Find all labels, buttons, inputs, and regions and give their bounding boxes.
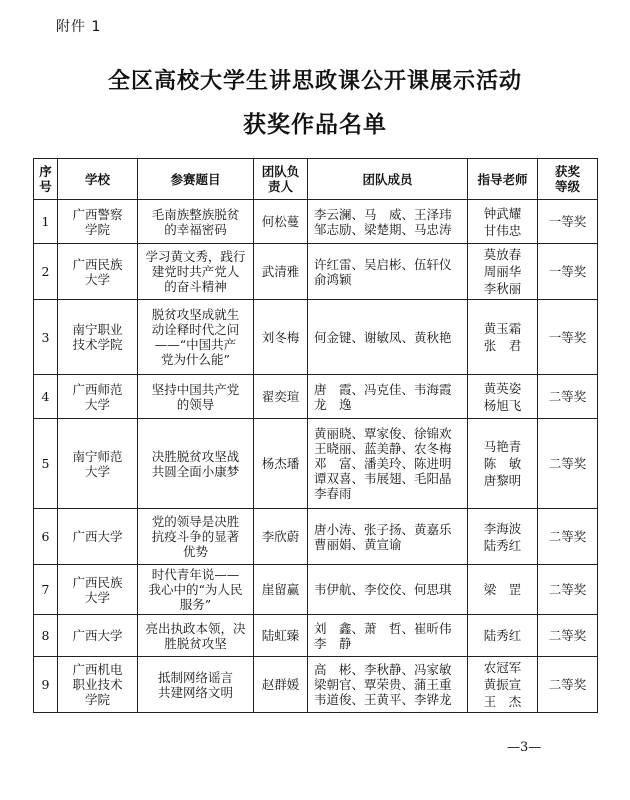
mentor-cell: 黄英姿 杨旭飞 [468,375,538,419]
award-cell: 二等奖 [538,565,598,615]
table-row [34,615,598,657]
school-cell: 广西民族 大学 [58,244,138,300]
row-number: 7 [34,565,58,615]
row-number: 3 [34,300,58,375]
mentor-cell: 梁 罡 [468,565,538,615]
school-cell: 广西师范 大学 [58,375,138,419]
mentor-cell: 钟武耀 甘伟忠 [468,200,538,244]
topic-cell: 抵制网络谣言 共建网络文明 [138,657,254,713]
topic-cell: 亮出执政本领，决 胜脱贫攻坚 [138,615,254,657]
school-cell: 南宁师范 大学 [58,419,138,509]
topic-cell: 党的领导是决胜 抗疫斗争的显著 优势 [138,509,254,565]
mentor-cell: 李海波 陆秀红 [468,509,538,565]
mentor-cell: 莫放春 周丽华 李秋丽 [468,244,538,300]
leader-cell: 刘冬梅 [254,300,308,375]
row-number: 1 [34,200,58,244]
leader-cell: 杨杰璠 [254,419,308,509]
leader-cell: 陆虹臻 [254,615,308,657]
header-award: 获奖 等级 [538,159,598,200]
members-cell: 高 彬、李秋静、冯家敏 梁朝官、覃荣贵、蒲王重 韦道俊、王黄平、李铧龙 [308,657,468,713]
members-cell: 何金键、谢敏凤、黄秋艳 [308,300,468,375]
row-number: 5 [34,419,58,509]
row-number: 2 [34,244,58,300]
school-cell: 广西大学 [58,615,138,657]
table-row [34,200,598,244]
award-cell: 一等奖 [538,200,598,244]
row-number: 9 [34,657,58,713]
members-cell: 刘 鑫、萧 哲、崔昕伟 李 静 [308,615,468,657]
header-topic: 参赛题目 [138,159,254,200]
page-number: —3— [507,740,542,755]
table-row [34,565,598,615]
header-no: 序 号 [34,159,58,200]
award-cell: 一等奖 [538,244,598,300]
award-cell: 二等奖 [538,419,598,509]
award-table [33,158,598,713]
topic-cell: 学习黄文秀，践行 建党时共产党人 的奋斗精神 [138,244,254,300]
attachment-label: 附件 1 [56,19,102,35]
members-cell: 唐小涛、张子扬、黄嘉乐 曹丽娟、黄宣谕 [308,509,468,565]
mentor-cell: 农冠军 黄振宣 王 杰 [468,657,538,713]
table-row [34,375,598,419]
topic-cell: 坚持中国共产党 的领导 [138,375,254,419]
mentor-cell: 陆秀红 [468,615,538,657]
table-row [34,657,598,713]
topic-cell: 决胜脱贫攻坚战 共圆全面小康梦 [138,419,254,509]
school-cell: 广西机电 职业技术 学院 [58,657,138,713]
topic-cell: 毛南族整族脱贫 的幸福密码 [138,200,254,244]
award-cell: 二等奖 [538,509,598,565]
mentor-cell: 黄玉霜 张 君 [468,300,538,375]
award-cell: 二等奖 [538,375,598,419]
header-mentor: 指导老师 [468,159,538,200]
award-cell: 二等奖 [538,657,598,713]
topic-cell: 时代青年说—— 我心中的“为人民 服务” [138,565,254,615]
members-cell: 韦伊航、李佼佼、何思琪 [308,565,468,615]
table-row [34,244,598,300]
row-number: 4 [34,375,58,419]
leader-cell: 崖留赢 [254,565,308,615]
leader-cell: 翟奕瑄 [254,375,308,419]
members-cell: 许红雷、吴启彬、伍轩仪 俞鸿颖 [308,244,468,300]
table-row [34,419,598,509]
leader-cell: 李欣蔚 [254,509,308,565]
leader-cell: 武清雅 [254,244,308,300]
school-cell: 广西警察 学院 [58,200,138,244]
table-header-row [34,159,598,200]
award-cell: 一等奖 [538,300,598,375]
topic-cell: 脱贫攻坚成就生 动诠释时代之问 ——“中国共产 党为什么能” [138,300,254,375]
leader-cell: 赵群媛 [254,657,308,713]
mentor-cell: 马艳青 陈 敏 唐黎明 [468,419,538,509]
header-members: 团队成员 [308,159,468,200]
school-cell: 南宁职业 技术学院 [58,300,138,375]
school-cell: 广西民族 大学 [58,565,138,615]
header-school: 学校 [58,159,138,200]
row-number: 6 [34,509,58,565]
table-row [34,509,598,565]
members-cell: 李云澜、马 威、王泽玮 邹志励、梁楚期、马忠涛 [308,200,468,244]
school-cell: 广西大学 [58,509,138,565]
leader-cell: 何松蔓 [254,200,308,244]
members-cell: 黄丽晓、覃家俊、徐锦欢 王晓丽、蓝美静、农冬梅 邓 富、潘美玲、陈进明 谭双喜、韦展翅、毛阳晶 李春雨 [308,419,468,509]
members-cell: 唐 霞、冯克佳、韦海霞 龙 逸 [308,375,468,419]
table-row [34,300,598,375]
document-title: 全区高校大学生讲思政课公开课展示活动 [107,68,522,94]
row-number: 8 [34,615,58,657]
award-cell: 二等奖 [538,615,598,657]
document-subtitle: 获奖作品名单 [243,111,387,138]
header-leader: 团队负 责人 [254,159,308,200]
